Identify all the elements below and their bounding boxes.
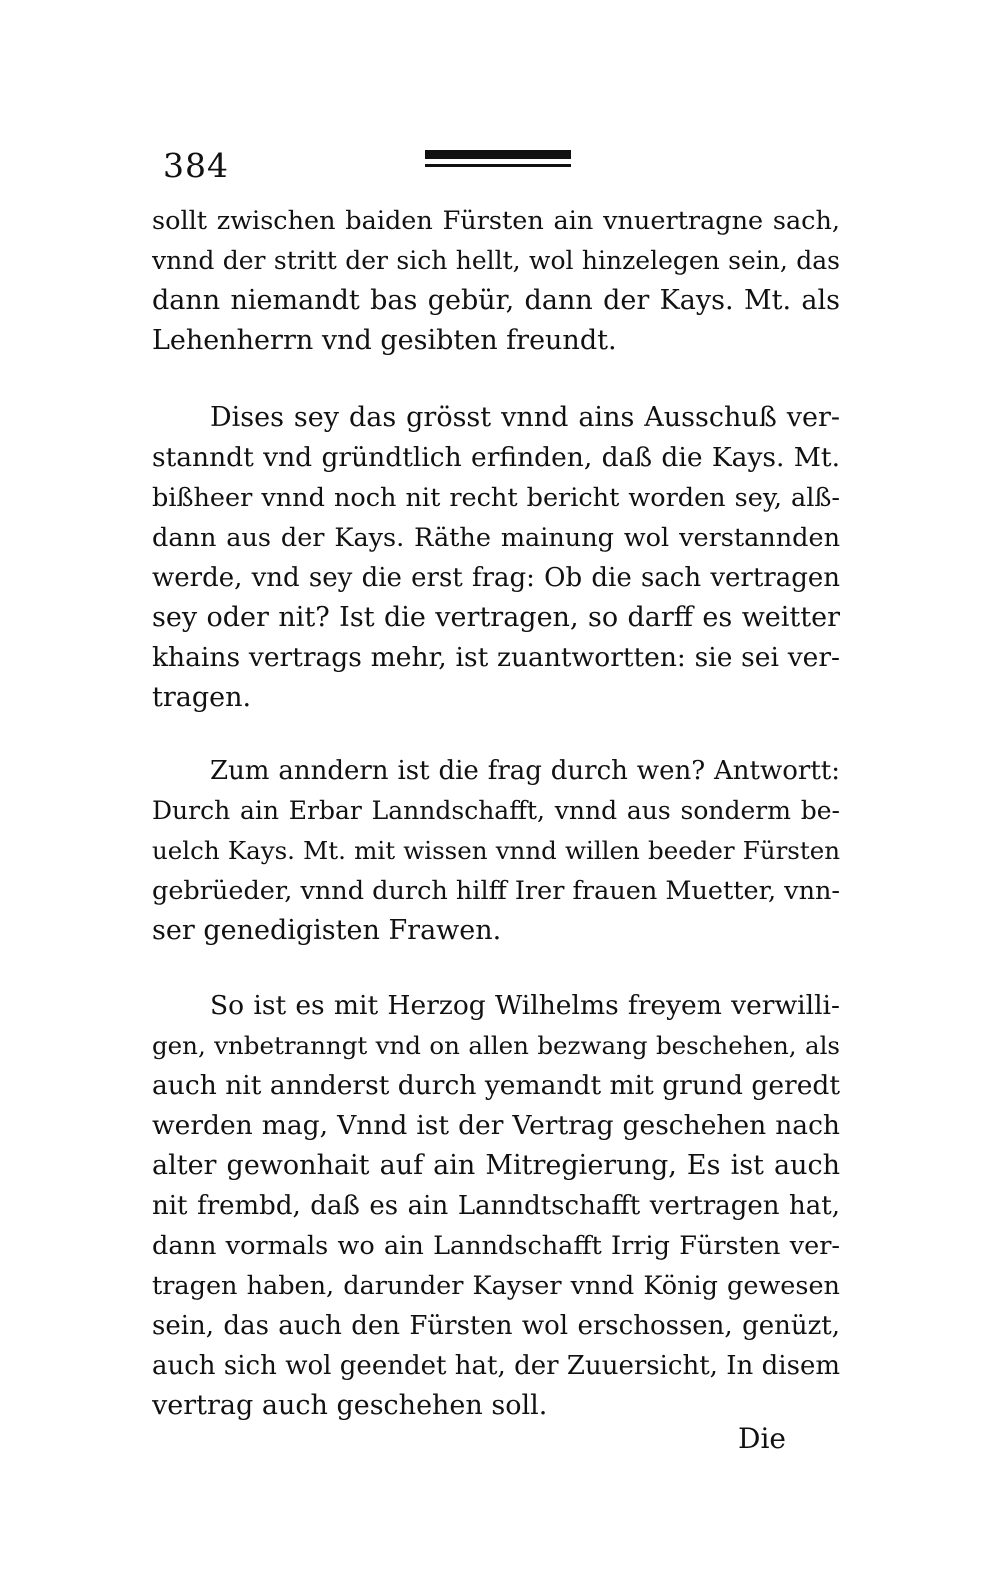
text-line: auch sich wol geendet hat, der Zuuersicht, In disem — [152, 1351, 840, 1381]
text-line: gen, vnbetranngt vnd on allen bezwang beschehen, als — [152, 1031, 840, 1060]
text-line: ser genedigisten Frawen. — [152, 915, 502, 946]
text-line: gebrüeder, vnnd durch hilff Irer frauen Muetter, vnn- — [152, 876, 840, 906]
text-line: stanndt vnd gründtlich erfinden, daß die Kays. Mt. — [152, 442, 840, 473]
header-rule-thin — [425, 164, 571, 167]
text-line: bißheer vnnd noch nit recht bericht worden sey, alß- — [152, 483, 840, 513]
text-line: vnnd der stritt der sich hellt, wol hinzelegen sein, das — [152, 246, 840, 275]
header-rule — [425, 150, 571, 159]
text-line: dann vormals wo ain Lanndschafft Irrig Fürsten ver- — [152, 1231, 840, 1261]
text-line: vertrag auch geschehen soll. — [152, 1390, 548, 1421]
text-line: khains vertrags mehr, ist zuantwortten: sie sei ver- — [152, 642, 840, 673]
text-line: nit frembd, daß es ain Lanndtschafft vertragen hat, — [152, 1191, 840, 1221]
text-line: sey oder nit? Ist die vertragen, so darff es weitter — [152, 602, 840, 633]
text-line: sein, das auch den Fürsten wol erschossen, genüzt, — [152, 1311, 840, 1341]
text-line: uelch Kays. Mt. mit wissen vnnd willen beeder Fürsten — [152, 836, 840, 865]
text-line: dann niemandt bas gebür, dann der Kays. Mt. als — [152, 285, 840, 316]
text-line: werden mag, Vnnd ist der Vertrag geschehen nach — [152, 1110, 840, 1141]
text-line: sollt zwischen baiden Fürsten ain vnuertragne sach, — [152, 206, 840, 236]
text-line: tragen. — [152, 682, 252, 713]
catchword: Die — [738, 1422, 786, 1455]
text-line: auch nit annderst durch yemandt mit grund geredt — [152, 1070, 840, 1101]
page-number: 384 — [163, 146, 229, 185]
text-line: So ist es mit Herzog Wilhelms freyem verwilli- — [210, 990, 840, 1021]
text-line: tragen haben, darunder Kayser vnnd König gewesen — [152, 1271, 840, 1301]
text-line: Zum anndern ist die frag durch wen? Antwortt: — [210, 756, 840, 786]
text-line: Lehenherrn vnd gesibten freundt. — [152, 325, 617, 356]
text-line: Dises sey das grösst vnnd ains Ausschuß ver- — [210, 402, 840, 433]
text-line: alter gewonhait auf ain Mitregierung, Es ist auch — [152, 1150, 840, 1181]
text-line: werde, vnd sey die erst frag: Ob die sach vertragen — [152, 563, 840, 593]
text-line: dann aus der Kays. Räthe mainung wol verstannden — [152, 523, 840, 553]
text-line: Durch ain Erbar Lanndschafft, vnnd aus sonderm be- — [152, 796, 840, 825]
